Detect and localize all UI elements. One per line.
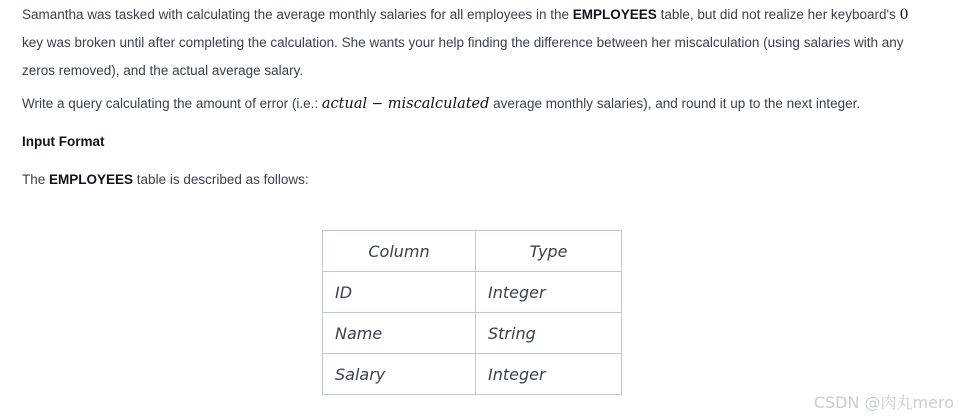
zero-key-math: 0	[899, 7, 909, 23]
text-span: Write a query calculating the amount of error (i.e.:	[22, 96, 322, 111]
text-span: The	[22, 172, 50, 187]
table-row	[323, 313, 622, 354]
column-cell: ID	[323, 272, 476, 313]
math-actual: actual	[321, 96, 368, 112]
math-minus: −	[367, 96, 388, 112]
column-cell: Salary	[323, 354, 476, 395]
table-header-row	[323, 231, 622, 272]
column-cell: Name	[323, 313, 476, 354]
type-cell: Integer	[476, 272, 622, 313]
type-header: Type	[476, 231, 622, 272]
problem-paragraph-2	[22, 90, 922, 118]
column-header: Column	[323, 231, 476, 272]
text-span: table, but did not realize her keyboard's	[656, 7, 900, 22]
table-name-bold: EMPLOYEES	[49, 172, 134, 187]
input-format-heading: Input Format	[22, 134, 105, 149]
table-description	[22, 166, 922, 194]
type-cell: Integer	[476, 354, 622, 395]
problem-paragraph-1	[22, 1, 922, 85]
text-span: Samantha was tasked with calculating the average monthly salaries for all employees in the	[22, 7, 573, 22]
employees-schema-table	[322, 230, 622, 395]
text-span: key was broken until after completing the calculation. She wants your help finding the difference between her miscalculation (using salaries with any zeros removed), and the actual average salary.	[22, 35, 904, 78]
table-name-bold: EMPLOYEES	[572, 7, 657, 22]
text-span: table is described as follows:	[133, 172, 309, 187]
table-row	[323, 354, 622, 395]
type-cell: String	[476, 313, 622, 354]
table-row	[323, 272, 622, 313]
math-miscalculated: miscalculated	[387, 96, 490, 112]
text-span: average monthly salaries), and round it up to the next integer.	[489, 96, 861, 111]
csdn-watermark: CSDN @肉丸mero	[813, 393, 954, 412]
